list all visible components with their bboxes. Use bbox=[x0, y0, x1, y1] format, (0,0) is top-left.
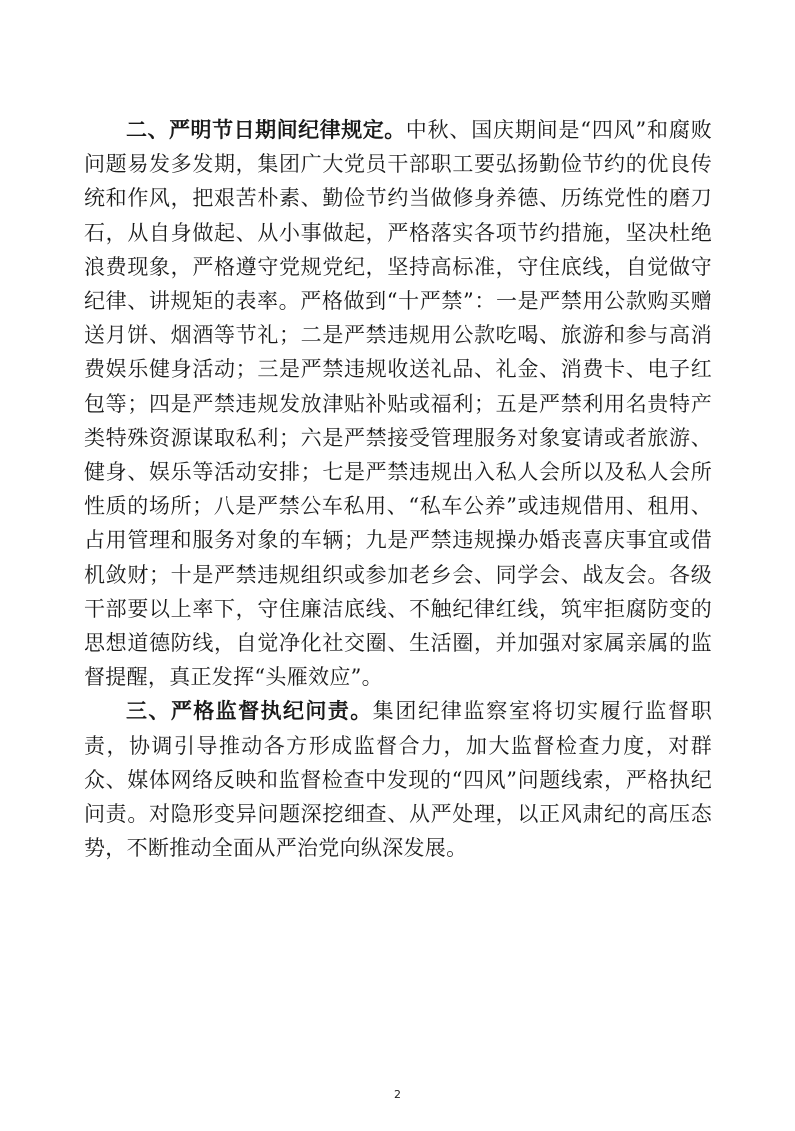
section-heading: 三、严格监督执纪问责。 bbox=[126, 699, 373, 724]
paragraph-body: 中秋、国庆期间是“四风”和腐败问题易发多发期，集团广大党员干部职工要弘扬勤俭节约的优良传统和作风，把艰苦朴素、勤俭节约当做修身养德、历练党性的磨刀石，从自身做起、从小事做起，严格落实各项节约措施，坚决杜绝浪费现象，严格遵守党规党纪，坚持高标准，守住底线，自觉做守纪律、讲规矩的表率。严格做到“十严禁”：一是严禁用公款购买赠送月饼、烟酒等节礼；二是严禁违规用公款吃喝、旅游和参与高消费娱乐健身活动；三是严禁违规收送礼品、礼金、消费卡、电子红包等；四是严禁违规发放津贴补贴或福利；五是严禁利用名贵特产类特殊资源谋取私利；六是严禁接受管理服务对象宴请或者旅游、健身、娱乐等活动安排；七是严禁违规出入私人会所以及私人会所性质的场所；八是严禁公车私用、“私车公养”或违规借用、租用、占用管理和服务对象的车辆；九是严禁违规操办婚丧喜庆事宜或借机敛财；十是严禁违规组织或参加老乡会、同学会、战友会。各级干部要以上率下，守住廉洁底线、不触纪律红线，筑牢拒腐防变的思想道德防线，自觉净化社交圈、生活圈，并加强对家属亲属的监督提醒，真正发挥“头雁效应”。 bbox=[84, 118, 712, 690]
document-page bbox=[84, 113, 712, 865]
paragraph-body: 集团纪律监察室将切实履行监督职责，协调引导推动各方形成监督合力，加大监督检查力度，对群众、媒体网络反映和监督检查中发现的“四风”问题线索，严格执纪问责。对隐形变异问题深挖细查、从严处理，以正风肃纪的高压态势，不断推动全面从严治党向纵深发展。 bbox=[84, 699, 713, 861]
paragraph-discipline-rules bbox=[84, 113, 712, 694]
section-heading: 二、严明节日期间纪律规定。 bbox=[126, 118, 406, 142]
paragraph-supervision bbox=[84, 694, 712, 865]
page-number: 2 bbox=[394, 1088, 401, 1101]
